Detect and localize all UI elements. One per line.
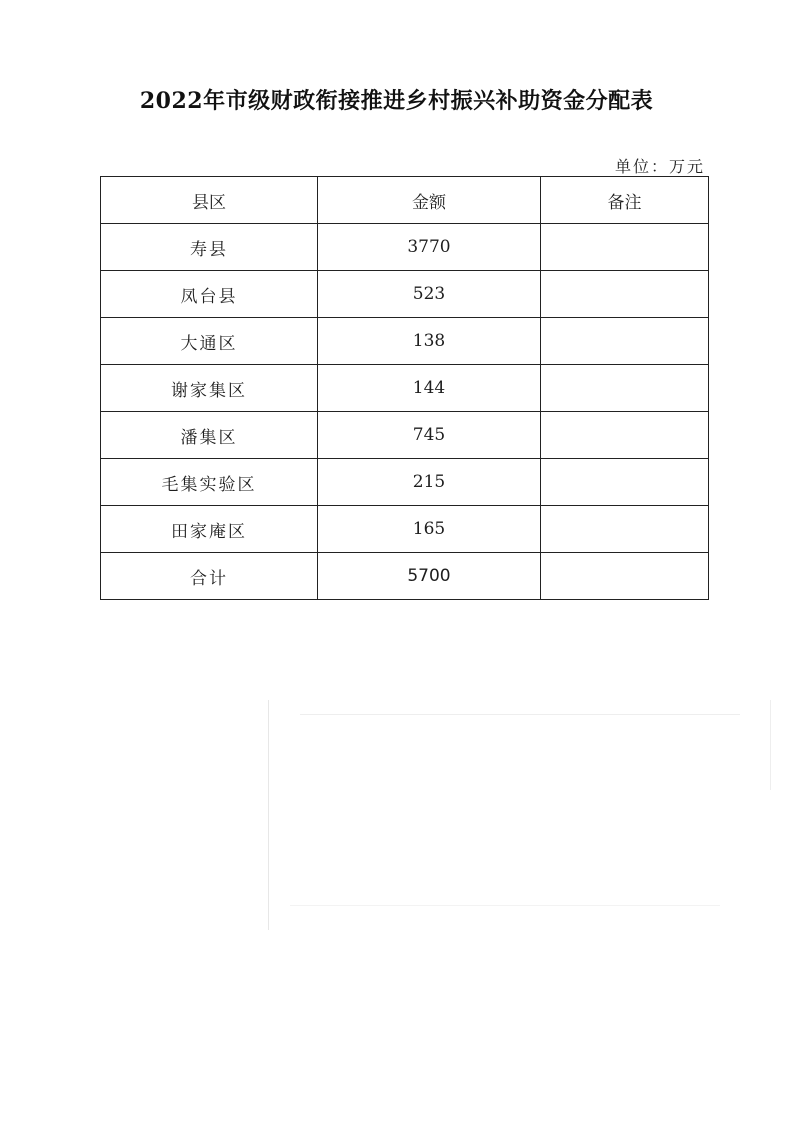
amount-cell: 144 <box>318 365 541 412</box>
note-cell <box>541 459 709 506</box>
note-cell <box>541 506 709 553</box>
amount-cell: 165 <box>318 506 541 553</box>
county-cell: 毛集实验区 <box>101 459 318 506</box>
county-cell: 凤台县 <box>101 271 318 318</box>
document-title: 2022年市级财政衔接推进乡村振兴补助资金分配表 <box>139 88 654 114</box>
county-cell: 寿县 <box>101 224 318 271</box>
unit-label: 单位：万元 <box>614 157 705 176</box>
total-label: 合计 <box>101 553 318 600</box>
amount-cell: 523 <box>318 271 541 318</box>
table-row <box>101 318 709 365</box>
note-cell <box>541 318 709 365</box>
allocation-table <box>100 176 709 600</box>
table-header-row <box>101 177 709 224</box>
scan-artifact <box>268 700 269 930</box>
total-note <box>541 553 709 600</box>
header-amount: 金额 <box>318 177 541 224</box>
note-cell <box>541 365 709 412</box>
county-cell: 田家庵区 <box>101 506 318 553</box>
scan-artifact <box>290 905 720 906</box>
table-row <box>101 271 709 318</box>
amount-cell: 138 <box>318 318 541 365</box>
county-cell: 潘集区 <box>101 412 318 459</box>
note-cell <box>541 271 709 318</box>
amount-cell: 745 <box>318 412 541 459</box>
county-cell: 谢家集区 <box>101 365 318 412</box>
note-cell <box>541 412 709 459</box>
note-cell <box>541 224 709 271</box>
table-row <box>101 412 709 459</box>
county-cell: 大通区 <box>101 318 318 365</box>
table-row <box>101 506 709 553</box>
amount-cell: 215 <box>318 459 541 506</box>
total-amount: 5700 <box>318 553 541 600</box>
header-note: 备注 <box>541 177 709 224</box>
header-county: 县区 <box>101 177 318 224</box>
amount-cell: 3770 <box>318 224 541 271</box>
scan-artifact <box>300 714 740 715</box>
table-row <box>101 365 709 412</box>
total-row <box>101 553 709 600</box>
table-row <box>101 459 709 506</box>
scan-artifact <box>770 700 771 790</box>
table-row <box>101 224 709 271</box>
